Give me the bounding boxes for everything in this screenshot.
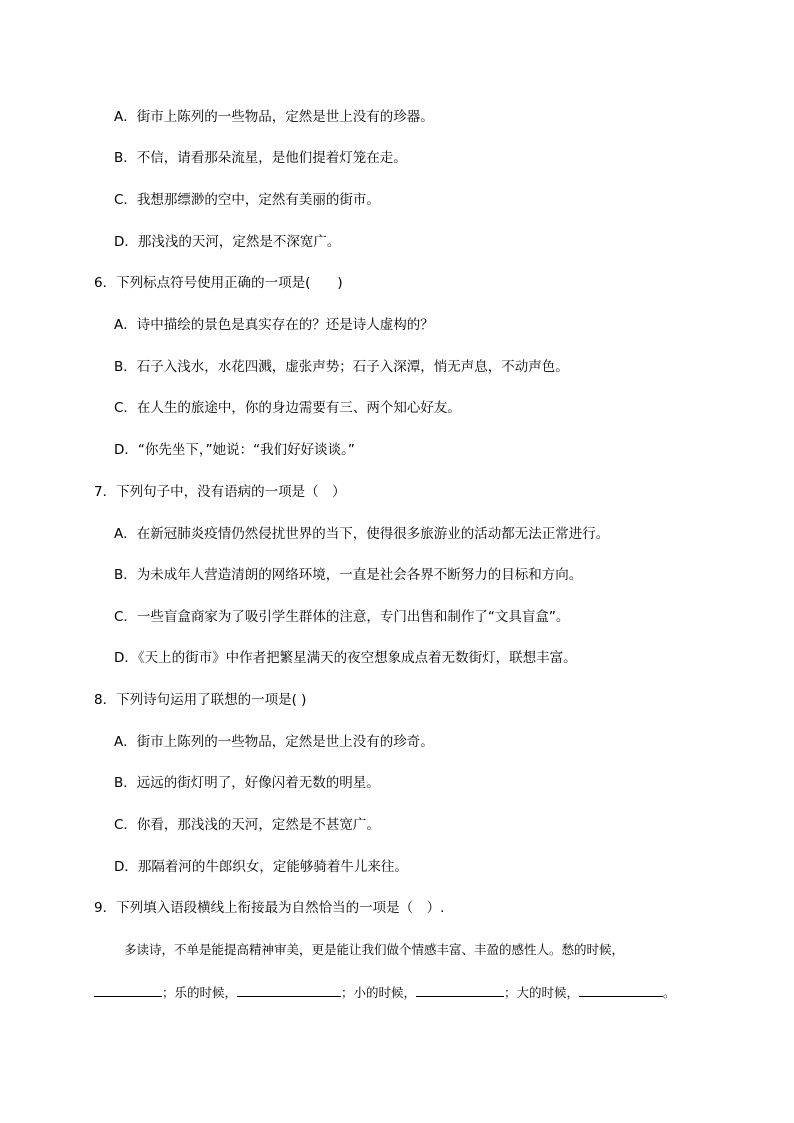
blank-2[interactable] <box>237 982 341 997</box>
q7-stem: 7．下列句子中，没有语病的一项是（ ） <box>94 484 346 500</box>
q6-stem: 6．下列标点符号使用正确的一项是( ) <box>94 275 343 291</box>
q8-option-a: A．街市上陈列的一些物品，定然是世上没有的珍奇。 <box>114 734 434 750</box>
q9-seg-da: ；大的时候， <box>504 985 580 1000</box>
q5-option-b: B．不信，请看那朵流星，是他们提着灯笼在走。 <box>114 150 407 166</box>
q7-option-a: A．在新冠肺炎疫情仍然侵扰世界的当下，使得很多旅游业的活动都无法正常进行。 <box>114 526 610 542</box>
q8-option-c: C．你看，那浅浅的天河，定然是不甚宽广。 <box>114 817 380 833</box>
q5-option-d: D．那浅浅的天河，定然是不深宽广。 <box>114 234 341 250</box>
q6-option-d: D．“你先坐下，”她说：“我们好好谈谈。” <box>114 442 355 458</box>
q9-stem: 9．下列填入语段横线上衔接最为自然恰当的一项是（ ）. <box>94 900 445 916</box>
q8-option-d: D．那隔着河的牛郎织女，定能够骑着牛儿来往。 <box>114 859 408 875</box>
q9-end: 。 <box>663 985 676 1000</box>
blank-3[interactable] <box>416 982 504 997</box>
q6-option-b: B．石子入浅水，水花四溅，虚张声势；石子入深潭，悄无声息，不动声色。 <box>114 359 569 375</box>
q9-paragraph-line2 <box>94 982 676 1003</box>
blank-4[interactable] <box>579 982 663 997</box>
q6-option-c: C．在人生的旅途中，你的身边需要有三、两个知心好友。 <box>114 400 461 416</box>
q9-paragraph-line1: 多读诗，不单是能提高精神审美，更是能让我们做个情感丰富、丰盈的感性人。愁的时候， <box>124 942 625 957</box>
q7-option-c: C．一些盲盒商家为了吸引学生群体的注意，专门出售和制作了“文具盲盒”。 <box>114 609 570 625</box>
q6-option-a: A．诗中描绘的景色是真实存在的？还是诗人虚构的？ <box>114 317 434 333</box>
q5-option-a: A．街市上陈列的一些物品，定然是世上没有的珍器。 <box>114 109 434 125</box>
q7-option-d: D．《天上的街市》中作者把繁星满天的夜空想象成点着无数街灯，联想丰富。 <box>114 650 577 666</box>
q9-seg-xiao: ；小的时候， <box>341 985 417 1000</box>
q7-option-b: B．为未成年人营造清朗的网络环境，一直是社会各界不断努力的目标和方向。 <box>114 567 583 583</box>
q9-seg-le: ；乐的时候， <box>162 985 238 1000</box>
blank-1[interactable] <box>94 982 162 997</box>
q5-option-c: C．我想那缥渺的空中，定然有美丽的街市。 <box>114 192 380 208</box>
q8-option-b: B．远远的街灯明了，好像闪着无数的明星。 <box>114 775 380 791</box>
q8-stem: 8．下列诗句运用了联想的一项是( ) <box>94 692 307 708</box>
